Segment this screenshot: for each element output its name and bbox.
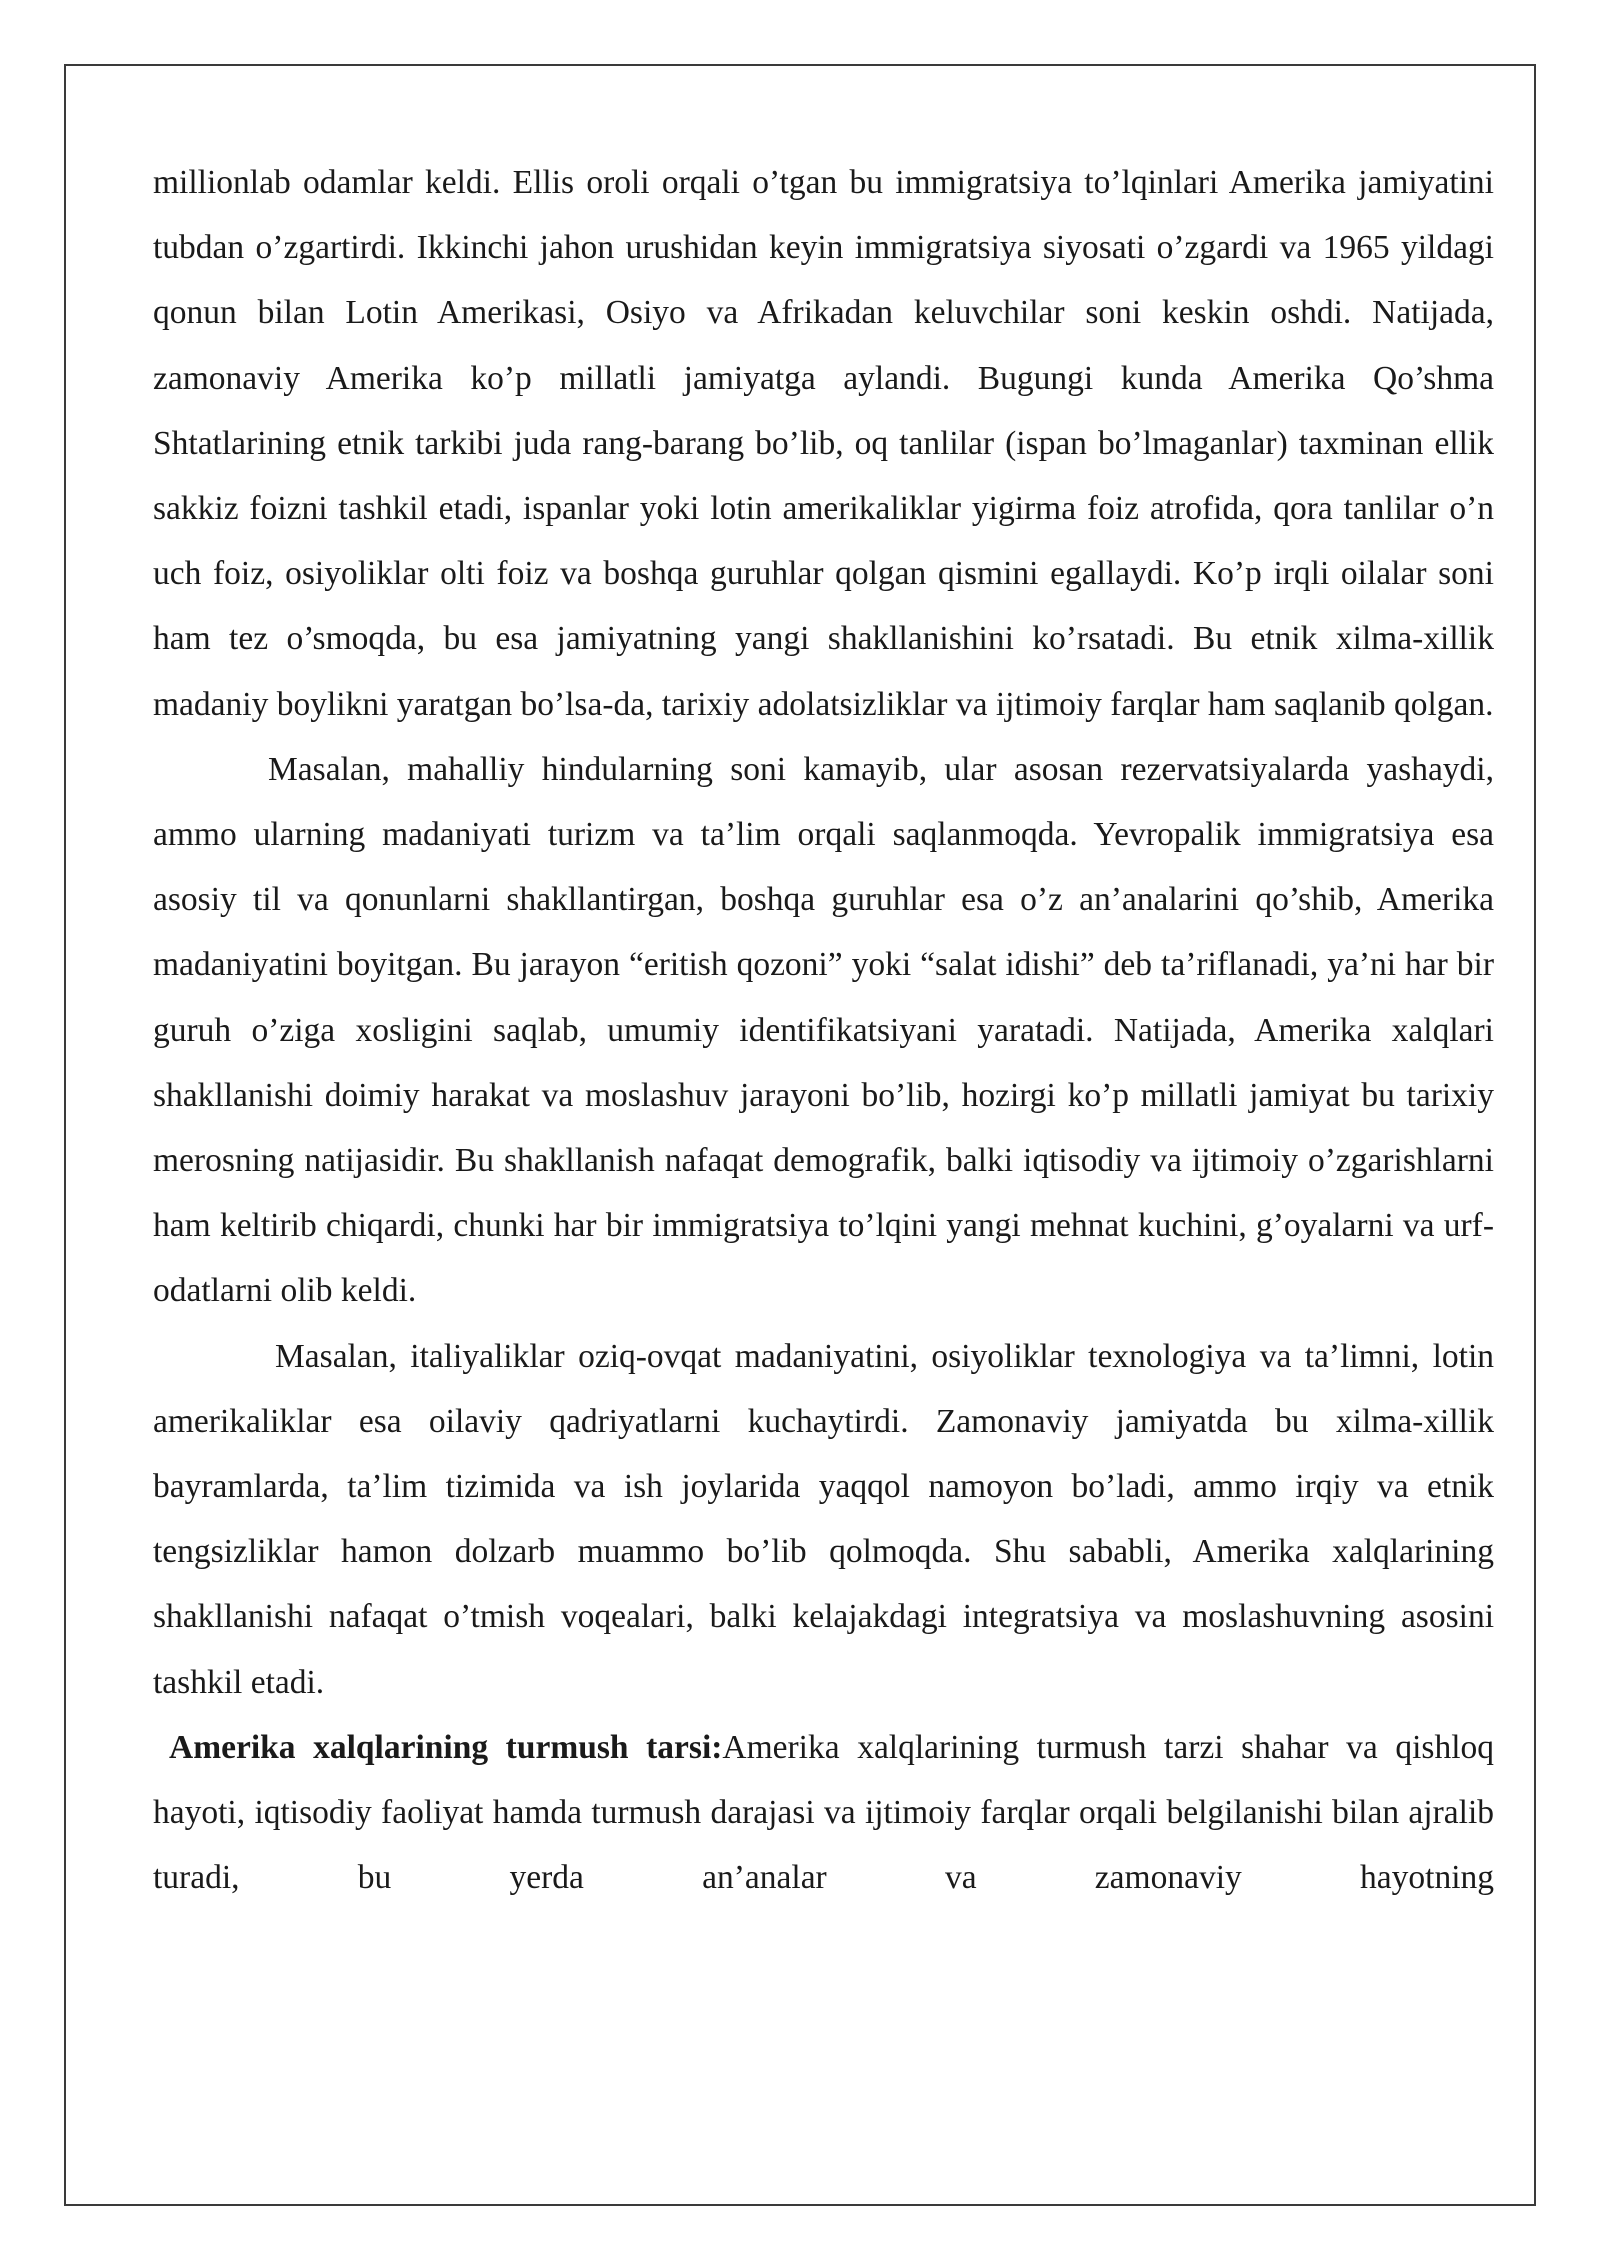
paragraph-lifestyle xyxy=(153,1715,1494,1911)
paragraph-cultural-contributions: Masalan, italiyaliklar oziq-ovqat madaniyatini, osiyoliklar texnologiya va ta’limni, lotin amerikaliklar esa oilaviy qadriyatlarni kuchaytirdi. Zamonaviy jamiyatda bu xilma-xillik bayramlarda, ta’lim tizimida va ish joylarida yaqqol namoyon bo’ladi, ammo irqiy va etnik tengsizliklar hamon dolzarb muammo bo’lib qolmoqda. Shu sababli, Amerika xalqlarining shakllanishi nafaqat o’tmish voqealari, balki kelajakdagi integratsiya va moslashuvning asosini tashkil etadi. xyxy=(153,1337,1494,1701)
paragraph-lifestyle-text: Amerika xalqlarining turmush tarzi shahar va qishloq hayoti, iqtisodiy faoliyat hamda turmush darajasi va ijtimoiy farqlar orqali belgilanishi bilan ajralib turadi, bu yerda an’analar va zamonaviy hayotning xyxy=(153,1728,1494,1897)
section-heading-lifestyle: Amerika xalqlarining turmush tarsi: xyxy=(169,1728,723,1766)
paragraph-native-and-european: Masalan, mahalliy hindularning soni kamayib, ular asosan rezervatsiyalarda yashaydi, ammo ularning madaniyati turizm va ta’lim orqali saqlanmoqda. Yevropalik immigratsiya esa asosiy til va qonunlarni shakllantirgan, boshqa guruhlar esa o’z an’analarini qo’shib, Amerika madaniyatini boyitgan. Bu jarayon “eritish qozoni” yoki “salat idishi” deb ta’riflanadi, ya’ni har bir guruh o’ziga xosligini saqlab, umumiy identifikatsiyani yaratadi. Natijada, Amerika xalqlari shakllanishi doimiy harakat va moslashuv jarayoni bo’lib, hozirgi ko’p millatli jamiyat bu tarixiy merosning natijasidir. Bu shakllanish nafaqat demografik, balki iqtisodiy va ijtimoiy o’zgarishlarni ham keltirib chiqardi, chunki har bir immigratsiya to’lqini yangi mehnat kuchini, g’oyalarni va urf-odatlarni olib keldi. xyxy=(153,750,1494,1310)
document-body xyxy=(153,150,1494,1910)
paragraph-immigration-waves: millionlab odamlar keldi. Ellis oroli orqali o’tgan bu immigratsiya to’lqinlari Amerika jamiyatini tubdan o’zgartirdi. Ikkinchi jahon urushidan keyin immigratsiya siyosati o’zgardi va 1965 yildagi qonun bilan Lotin Amerikasi, Osiyo va Afrikadan keluvchilar soni keskin oshdi. Natijada, zamonaviy Amerika ko’p millatli jamiyatga aylandi. Bugungi kunda Amerika Qo’shma Shtatlarining etnik tarkibi juda rang-barang bo’lib, oq tanlilar (ispan bo’lmaganlar) taxminan ellik sakkiz foizni tashkil etadi, ispanlar yoki lotin amerikaliklar yigirma foiz atrofida, qora tanlilar o’n uch foiz, osiyoliklar olti foiz va boshqa guruhlar qolgan qismini egallaydi. Ko’p irqli oilalar soni ham tez o’smoqda, bu esa jamiyatning yangi shakllanishini ko’rsatadi. Bu etnik xilma-xillik madaniy boylikni yaratgan bo’lsa-da, tarixiy adolatsizliklar va ijtimoiy farqlar ham saqlanib qolgan. xyxy=(153,164,1494,723)
